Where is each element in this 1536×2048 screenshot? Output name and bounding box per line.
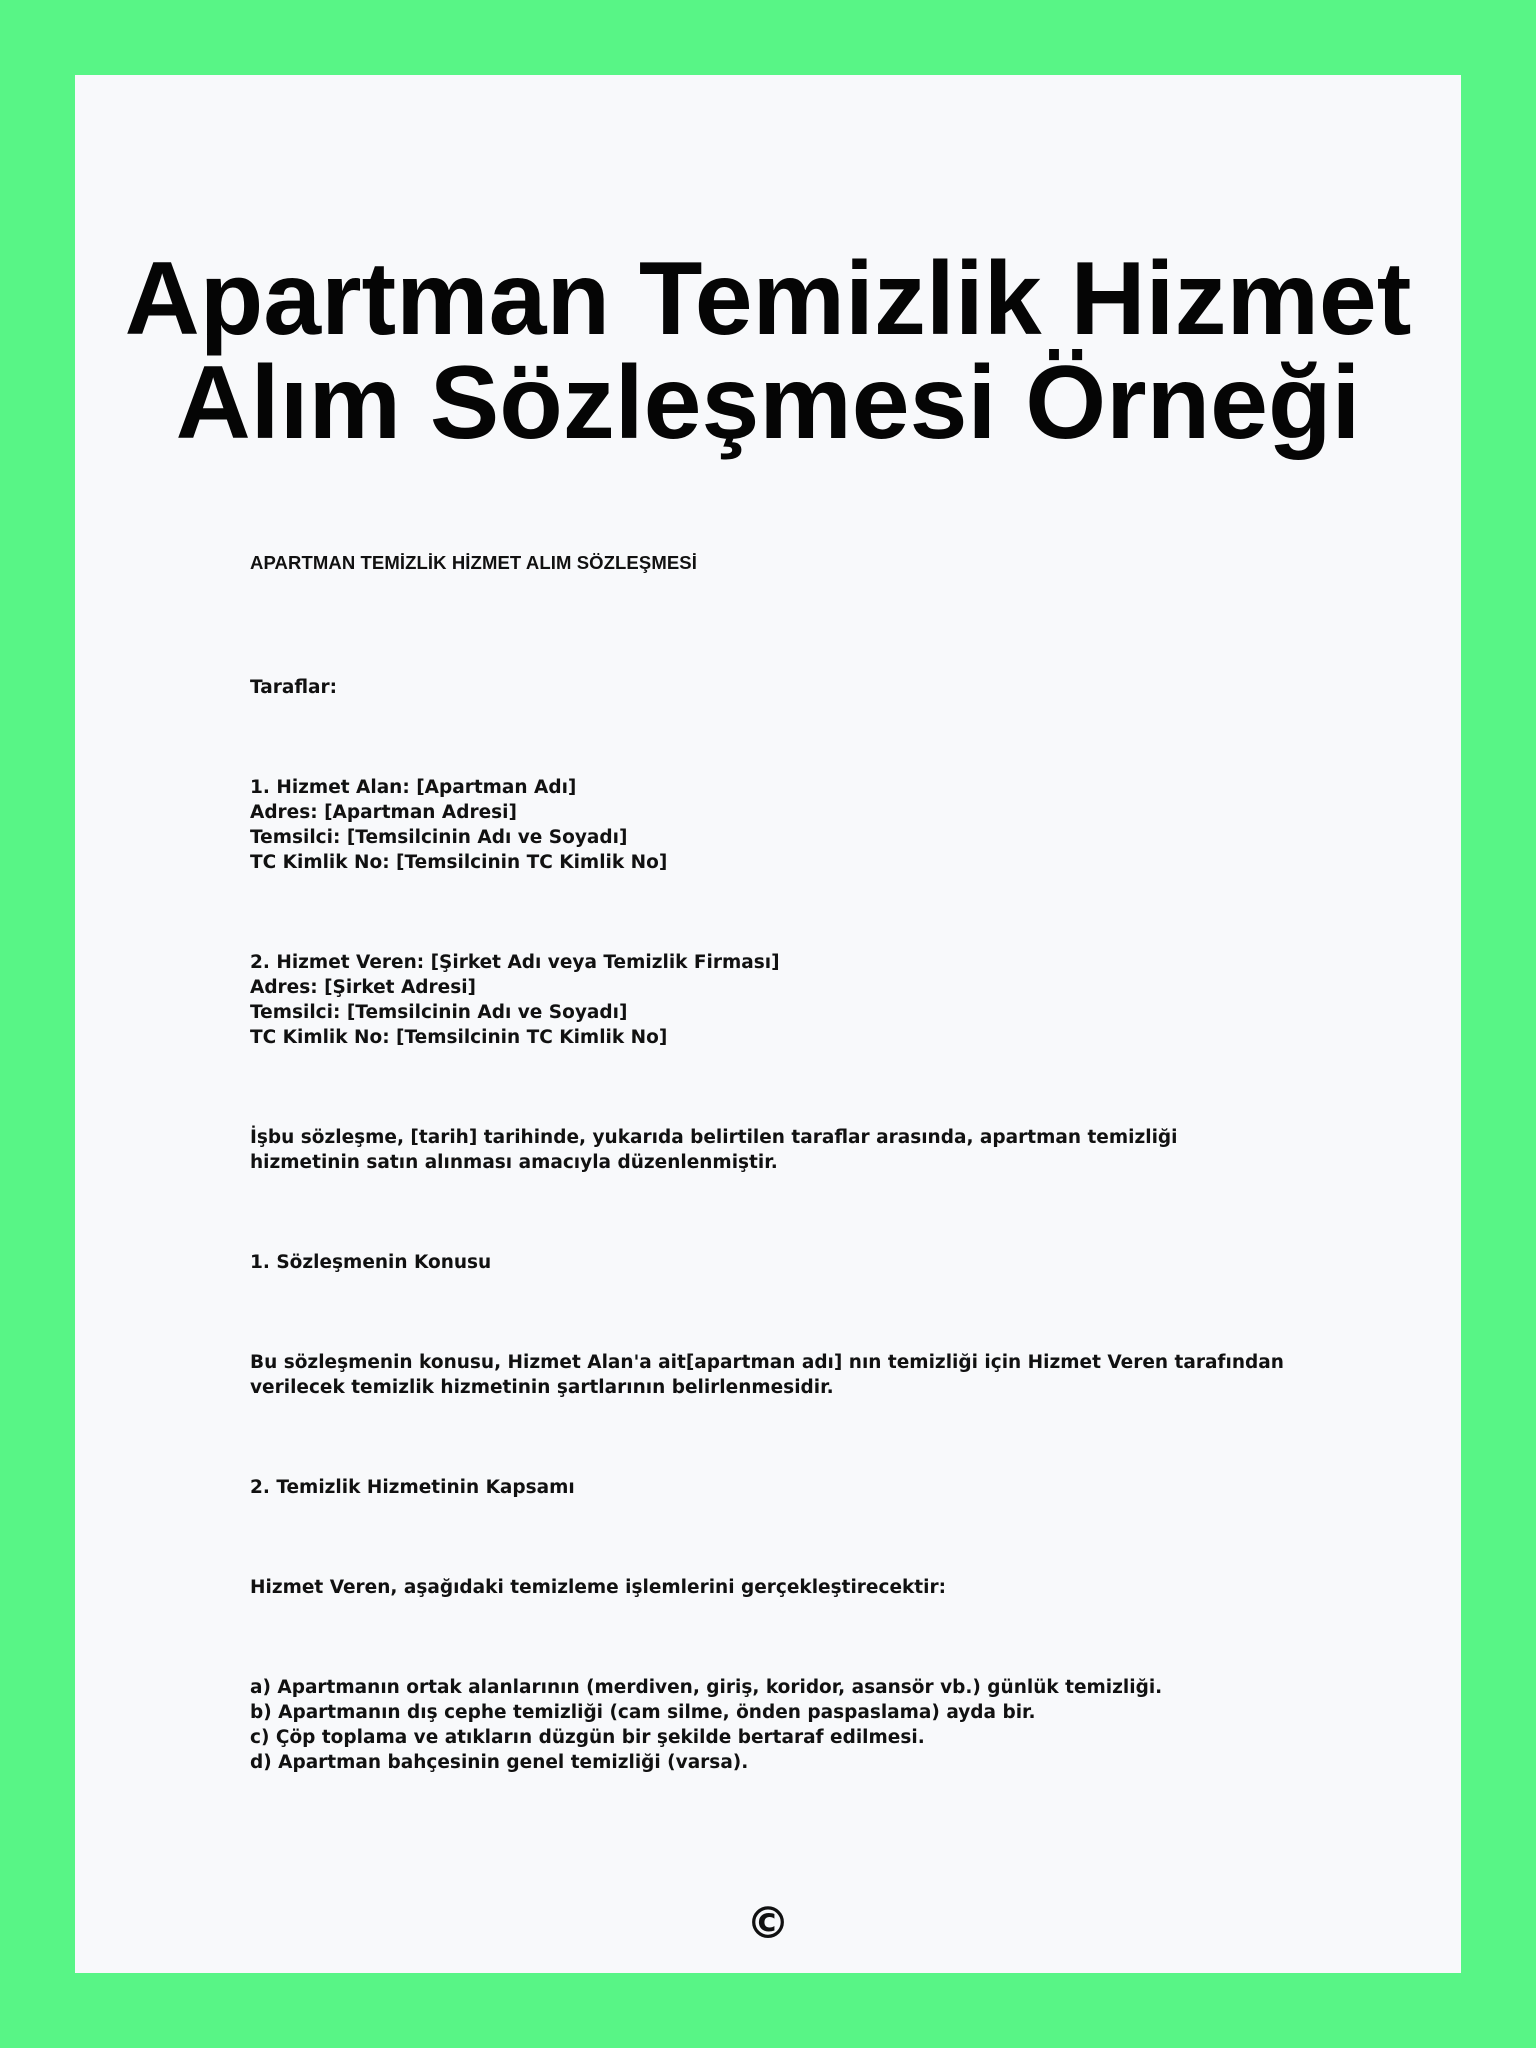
party-2-block: 2. Hizmet Veren: [Şirket Adı veya Temizlik Firması] Adres: [Şirket Adresi] Temsilci: [Temsilcinin Adı ve Soyadı] TC Kimlik No: [Temsilcinin TC Kimlik No] bbox=[250, 952, 780, 1048]
section-1-title: 1. Sözleşmenin Konusu bbox=[250, 1252, 492, 1273]
title-line-1: Apartman Temizlik Hizmet bbox=[124, 241, 1412, 357]
contract-heading: APARTMAN TEMİZLİK HİZMET ALIM SÖZLEŞMESİ bbox=[250, 552, 697, 573]
title-line-2: Alım Sözleşmesi Örneği bbox=[175, 345, 1361, 461]
page-title bbox=[75, 241, 1461, 461]
section-2-title: 2. Temizlik Hizmetinin Kapsamı bbox=[250, 1477, 575, 1498]
document-page bbox=[75, 75, 1461, 1973]
section-2-intro: Hizmet Veren, aşağıdaki temizleme işlemlerini gerçekleştirecektir: bbox=[250, 1577, 946, 1598]
section-2-list: a) Apartmanın ortak alanlarının (merdiven, giriş, koridor, asansör vb.) günlük temizliği. b) Apartmanın dış cephe temizliği (cam silme, önden paspaslama) ayda bir. c) Çöp toplama ve atıkların düzgün bir şekilde bertaraf edilmesi. d) Apartman bahçesinin genel temizliği (varsa). bbox=[250, 1677, 1163, 1773]
parties-label: Taraflar: bbox=[250, 677, 338, 698]
party-1-block: 1. Hizmet Alan: [Apartman Adı] Adres: [Apartman Adresi] Temsilci: [Temsilcinin Adı ve Soyadı] TC Kimlik No: [Temsilcinin TC Kimlik No] bbox=[250, 777, 668, 873]
intro-paragraph: İşbu sözleşme, [tarih] tarihinde, yukarıda belirtilen taraflar arasında, apartman temizliği hizmetinin satın alınması amacıyla düzenlenmiştir. bbox=[250, 1127, 1178, 1173]
copyright-icon: © bbox=[746, 1898, 790, 1949]
section-1-text: Bu sözleşmenin konusu, Hizmet Alan'a ait[apartman adı] nın temizliği için Hizmet Veren tarafından verilecek temizlik hizmetinin şartlarının belirlenmesidir. bbox=[250, 1352, 1284, 1398]
